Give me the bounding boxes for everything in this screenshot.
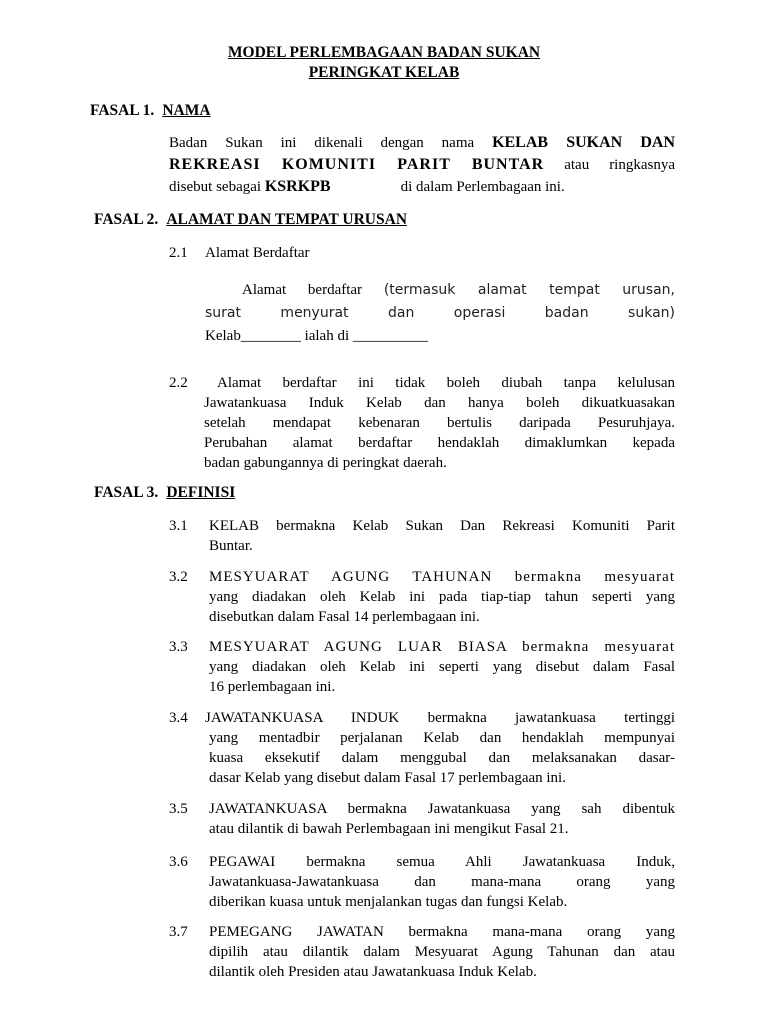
- definition-number: 3.7: [169, 924, 188, 940]
- definition-number: 3.3: [169, 639, 188, 655]
- fasal3-number: FASAL 3.: [94, 484, 159, 501]
- definition-line: Buntar.: [209, 538, 253, 554]
- definition-item: [209, 637, 675, 697]
- definition-number: 3.6: [169, 854, 188, 870]
- definition-line: JAWATANKUASA bermakna Jawatankuasa yang sah dibentuk: [209, 801, 675, 817]
- definition-line: Jawatankuasa-Jawatankuasa dan mana-mana orang yang: [209, 874, 675, 890]
- fasal2-heading: [94, 211, 407, 229]
- fasal1-title: NAMA: [162, 102, 211, 119]
- definition-number: 3.1: [169, 518, 188, 534]
- item-2-2-line2: Jawatankuasa Induk Kelab dan hanya boleh dikuatkuasakan: [204, 395, 675, 411]
- fasal1-line2: REKREASI KOMUNITI PARIT BUNTAR atau ringkasnya: [169, 156, 676, 173]
- address-line2: surat menyurat dan operasi badan sukan): [205, 305, 675, 321]
- fasal1-line1: Badan Sukan ini dikenali dengan nama KELAB SUKAN DAN: [169, 134, 676, 151]
- definition-line: yang diadakan oleh Kelab ini pada tiap-tiap tahun seperti yang: [209, 589, 675, 605]
- definition-line: disebutkan dalam Fasal 14 perlembagaan ini.: [209, 609, 480, 625]
- definition-item: [209, 852, 675, 912]
- definition-line: MESYUARAT AGUNG LUAR BIASA bermakna mesyuarat: [209, 639, 675, 655]
- definition-item: [209, 516, 675, 556]
- definition-line: PEMEGANG JAWATAN bermakna mana-mana orang yang: [209, 924, 675, 940]
- document-title-line2: PERINGKAT KELAB: [308, 64, 460, 81]
- definition-line: dipilih atau dilantik dalam Mesyuarat Agung Tahunan dan atau: [209, 944, 675, 960]
- definition-line: MESYUARAT AGUNG TAHUNAN bermakna mesyuarat: [209, 569, 675, 585]
- definition-item: [209, 922, 675, 982]
- item-2-2-line1: Alamat berdaftar ini tidak boleh diubah tanpa kelulusan: [217, 375, 675, 391]
- definition-line: dasar Kelab yang disebut dalam Fasal 17 perlembagaan ini.: [209, 770, 566, 786]
- item-2-2-number: 2.2: [169, 375, 188, 391]
- fasal2-number: FASAL 2.: [94, 211, 159, 228]
- definition-number: 3.5: [169, 801, 188, 817]
- definition-line: dilantik oleh Presiden atau Jawatankuasa Induk Kelab.: [209, 964, 537, 980]
- definition-item: [209, 799, 675, 839]
- fasal1-line3: disebut sebagai KSRKPB di dalam Perlembagaan ini.: [169, 178, 565, 195]
- definition-line: yang mentadbir perjalanan Kelab dan hendaklah mempunyai: [209, 730, 675, 746]
- item-2-2-text: [204, 373, 675, 473]
- fasal2-title: ALAMAT DAN TEMPAT URUSAN: [166, 211, 408, 228]
- definition-line: diberikan kuasa untuk menjalankan tugas dan fungsi Kelab.: [209, 894, 568, 910]
- fasal3-title: DEFINISI: [166, 484, 236, 501]
- item-2-2-line4: Perubahan alamat berdaftar hendaklah dimaklumkan kepada: [204, 435, 675, 451]
- definition-line: JAWATANKUASA INDUK bermakna jawatankuasa tertinggi: [205, 710, 675, 726]
- fasal1-heading: [90, 102, 211, 120]
- address-paragraph: [205, 279, 675, 348]
- address-line3: Kelab________ ialah di __________: [205, 328, 428, 344]
- definition-line: atau dilantik di bawah Perlembagaan ini mengikut Fasal 21.: [209, 821, 569, 837]
- fasal1-number: FASAL 1.: [90, 102, 155, 119]
- definition-line: KELAB bermakna Kelab Sukan Dan Rekreasi Komuniti Parit: [209, 518, 675, 534]
- definition-item: [209, 567, 675, 627]
- definition-line: yang diadakan oleh Kelab ini seperti yang disebut dalam Fasal: [209, 659, 675, 675]
- document-title-line1: MODEL PERLEMBAGAAN BADAN SUKAN: [227, 44, 541, 61]
- definition-line: PEGAWAI bermakna semua Ahli Jawatankuasa Induk,: [209, 854, 675, 870]
- fasal3-heading: [94, 484, 235, 502]
- fasal1-paragraph: [169, 132, 675, 198]
- item-2-1-title: Alamat Berdaftar: [205, 245, 310, 261]
- item-2-2-line5: badan gabungannya di peringkat daerah.: [204, 455, 447, 471]
- item-2-2-line3: setelah mendapat kebenaran bertulis daripada Pesuruhjaya.: [204, 415, 675, 431]
- definition-number: 3.2: [169, 569, 188, 585]
- item-2-1-number: 2.1: [169, 245, 188, 261]
- address-line1: Alamat berdaftar (termasuk alamat tempat urusan,: [242, 282, 675, 298]
- definition-line: 16 perlembagaan ini.: [209, 679, 336, 695]
- definition-line: kuasa eksekutif dalam menggubal dan melaksanakan dasar-: [209, 750, 675, 766]
- definition-item: [205, 708, 675, 788]
- definition-number: 3.4: [169, 710, 188, 726]
